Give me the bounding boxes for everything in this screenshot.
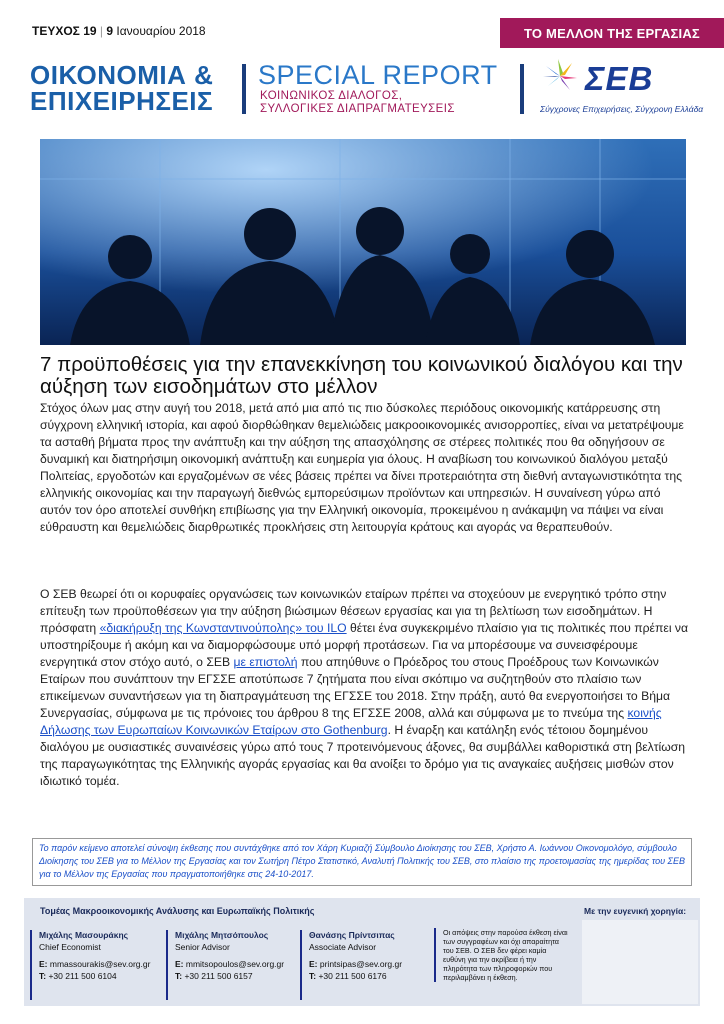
contact-card [30,930,158,1000]
phone-prefix: T: [39,970,47,981]
paragraph-2-text-c: που απηύθυνε ο Πρόεδρος του στους Προέδρους των Κοινωνικών Εταίρων που συνάπτουν την ΕΓΣΣΕ αποτύπωσε 7 ζητήματα που είναι σκόπιμο να συζητηθούν στο πλαίσιο των επικείμενων συναντήσεων για τη διαπραγμάτευση της ΕΓΣΣΕ του 2018. Στην πράξη, αυτό θα ενεργοποιήσει το Βήμα Συνεργασίας, σύμφωνα με τις πρόνοιες του άρθρου 8 της ΕΓΣΣΕ 2008, αλλά και σύμφωνα με το πνεύμα της [40,655,671,720]
publication-brand [30,62,213,114]
special-report-subtitle [260,90,455,116]
article-headline: 7 προϋποθέσεις για την επανεκκίνηση του κοινωνικού διαλόγου και την αύξηση των εισοδημάτων στο μέλλον [40,353,683,398]
logo-wordmark: ΣΕΒ [585,60,654,97]
paragraph-2-text-d: . Η έναρξη και κατάληξη ενός τέτοιου δομημένου διαλόγου με ουσιαστικές συναινέσεις γύρω από τους 7 προτεινόμενους άξονες, θα συμβάλλει καθοριστικά στη βελτίωση της παραγωγικότητας της Ελληνικής αγοράς εργασίας και θα ανοίξει το δρόμο για τις αναγκαίες αυξήσεις μισθών στον ιδιωτικό τομέα. [40,723,686,788]
contact-role: Chief Economist [39,941,101,952]
ilo-declaration-link[interactable]: «διακήρυξη της Κωνσταντινούπολης» του ILO [99,621,347,635]
contact-name: Μιχάλης Μασουράκης [39,930,129,940]
contact-phone: +30 211 500 6104 [48,970,117,981]
authorship-note: Το παρόν κείμενο αποτελεί σύνοψη έκθεσης που συντάχθηκε από τον Χάρη Κυριαζή Σύμβουλο Διοίκησης του ΣΕΒ, Χρήστο Α. Ιωάννου Οικονομολόγο, σύμβουλο Διοίκησης του ΣΕΒ για το Μέλλον της Εργασίας και τον Σωτήρη Πέτρο Στατιστικό, Αναλυτή Πολιτικής του ΣΕΒ, στο πλαίσιο της προετοιμασίας της ημερίδας του ΣΕΒ για το Μέλλον της Εργασίας που πραγματοποιήθηκε στις 24-10-2017. [32,838,692,886]
header-divider-2 [520,64,524,114]
issue-date: Ιανουαρίου 2018 [116,24,206,38]
gothenburg-declaration-link[interactable]: κοινής Δήλωσης των Ευρωπαίων Κοινωνικών Εταίρων στο Gothenburg [40,706,662,737]
contact-email[interactable]: printsipas@sev.org.gr [319,959,403,969]
issue-day: 9 [106,24,114,38]
article-paragraph-1: Στόχος όλων μας στην αυγή του 2018, μετά από μια από τις πιο δύσκολες περιόδους οικονομικής κατάρρευσης στη σύγχρονη ελληνική ιστορία, και αφού διορθώθηκαν θεμελιώδεις μακροοικονομικές ανισορροπίες, είναι να μετατρέψουμε τα ασταθή βήματα προς την ανάπτυξη και την αύξηση της απασχόλησης σε στέρεες πολιτικές που θα οδηγήσουν σε δυναμική και διατηρήσιμη οικονομική ανάπτυξη και ευημερία για όλους. Η αναβίωση του κοινωνικού διαλόγου μεταξύ Πολιτείας, εργοδοτών και εργαζομένων σε νέες βάσεις πρέπει να δίνει προτεραιότητα στη διεθνή ανταγωνιστικότητα της ελληνικής οικονομίας και την παραγωγή διεθνώς εμπορεύσιμων προϊόντων και υπηρεσιών. Η συναίνεση γύρω από αυτόν τον όρο αποτελεί συνθήκη επιβίωσης για την Ελληνική οικονομία, προκειμένου η ανάκαμψη να πάψει να είναι εύθραυστη και θεμελιώδεις διαρθρωτικές προκλήσεις στη λειτουργία κράτους και αγοράς να θεραπευθούν. [40,401,684,534]
department-title: Τομέας Μακροοικονομικής Ανάλυσης και Ευρωπαϊκής Πολιτικής [40,906,315,916]
email-prefix: E: [175,959,184,969]
contact-phone: +30 211 500 6176 [318,970,387,981]
letter-link[interactable]: με επιστολή [233,655,298,669]
hero-image [40,139,686,345]
special-report-title: SPECIAL REPORT [258,60,498,90]
silhouettes-image [40,139,686,345]
sponsor-box [582,920,698,1004]
article-paragraph-2 [40,586,692,790]
email-prefix: E: [39,959,48,969]
header-divider-1 [242,64,246,114]
brand-line-1: ΟΙΚΟΝΟΜΙΑ & [30,60,214,90]
issue-label: ΤΕΥΧΟΣ 19 [32,24,97,38]
topic-tag: ΤΟ ΜΕΛΛΟΝ ΤΗΣ ΕΡΓΑΣΙΑΣ [500,18,724,48]
contact-role: Senior Advisor [175,941,230,952]
issue-info [32,24,206,38]
paragraph-2-text-a: Ο ΣΕΒ θεωρεί ότι οι κορυφαίες οργανώσεις των κοινωνικών εταίρων πρέπει να στοχεύουν με ενεργητικό τρόπο στην επίτευξη των προϋποθέσεων για την αύξηση βιώσιμων θέσεων εργασίας και για τη βελτίωση των εισοδημάτων. Η πρόσφατη [40,587,667,635]
report-subtitle-line-1: ΚΟΙΝΩΝΙΚΟΣ ΔΙΑΛΟΓΟΣ, [260,90,403,102]
phone-prefix: T: [175,970,183,981]
issue-separator: | [99,24,104,38]
contact-name: Μιχάλης Μητσόπουλος [175,930,269,940]
report-subtitle-line-2: ΣΥΛΛΟΓΙΚΕΣ ΔΙΑΠΡΑΓΜΑΤΕΥΣΕΙΣ [260,103,455,115]
phone-prefix: T: [309,970,317,981]
contact-card [300,930,428,1000]
contact-role: Associate Advisor [309,941,377,952]
contact-phone: +30 211 500 6157 [184,970,253,981]
email-prefix: E: [309,959,318,969]
paragraph-2-text-b: θέτει ένα συγκεκριμένο πλαίσιο για τις πολιτικές που πρέπει να υποστηρίξουμε ή ακόμη και να διαμορφώσουμε υπό μορφή προτάσεων. Για να μπορέσουμε να συνεισφέρουμε ενεργητικά στον στόχο αυτό, ο ΣΕΒ [40,621,689,669]
contact-email[interactable]: mmitsopoulos@sev.org.gr [185,959,285,969]
sponsor-label: Με την ευγενική χορηγία: [584,906,687,916]
contact-card [166,930,294,1000]
brand-line-2: ΕΠΙΧΕΙΡΗΣΕΙΣ [30,86,214,116]
logo-tagline: Σύγχρονες Επιχειρήσεις, Σύγχρονη Ελλάδα [540,104,704,114]
disclaimer-text: Οι απόψεις στην παρούσα έκθεση είναι των συγγραφέων και όχι απαραίτητα του ΣΕΒ. Ο ΣΕΒ δεν φέρει καμία ευθύνη για την ακρίβεια ή την πληρότητα των πληροφοριών που περιλαμβάνει η έκθεση. [434,928,568,982]
contact-email[interactable]: mmassourakis@sev.org.gr [49,959,151,969]
contact-name: Θανάσης Πρίντσιπας [309,930,395,940]
